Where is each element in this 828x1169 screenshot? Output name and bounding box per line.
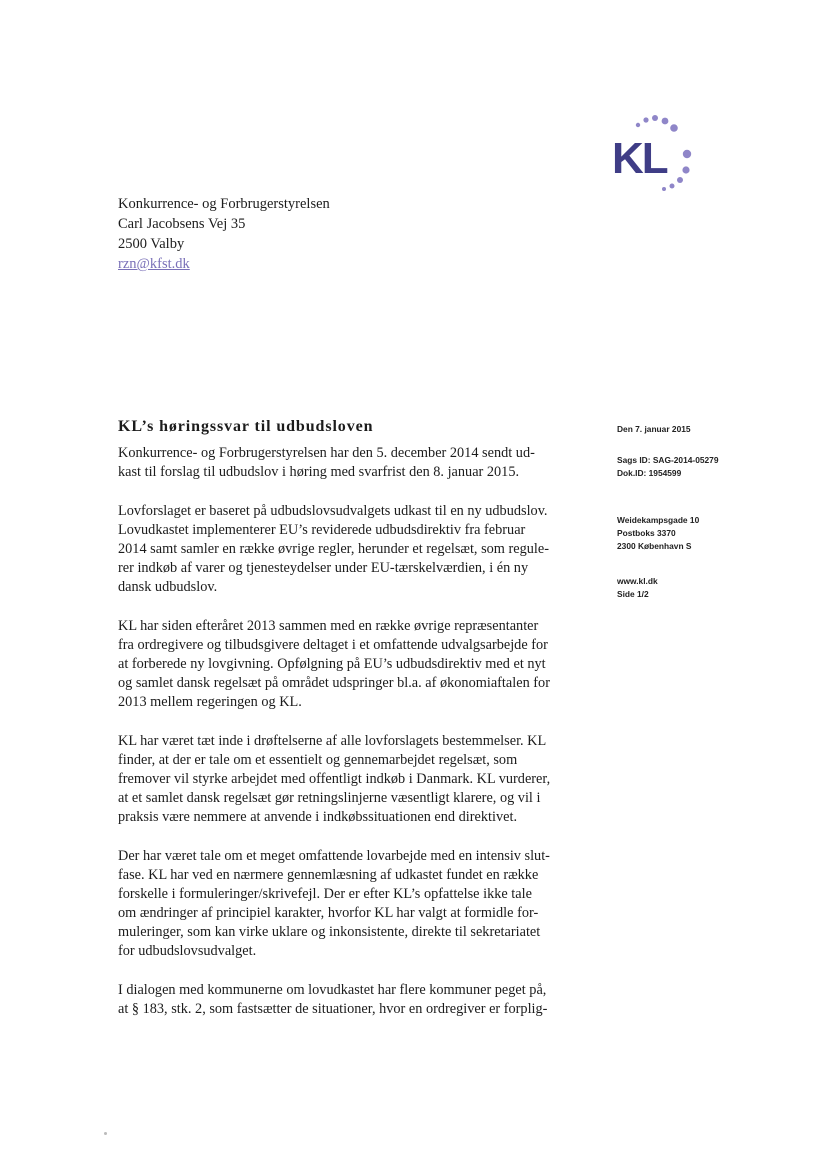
page-number: Side 1/2 bbox=[617, 589, 649, 599]
recipient-email-link[interactable]: rzn@kfst.dk bbox=[118, 256, 190, 272]
document-id: Dok.ID: 1954599 bbox=[617, 468, 682, 478]
body-line: I dialogen med kommunerne om lovudkastet har flere kommuner peget på, bbox=[118, 982, 547, 998]
body-line: Konkurrence- og Forbrugerstyrelsen har den 5. december 2014 sendt ud- bbox=[118, 445, 535, 461]
paragraph bbox=[118, 502, 588, 597]
date-text: Den 7. januar 2015 bbox=[617, 424, 691, 434]
kl-logo bbox=[608, 112, 698, 196]
body-line: Lovudkastet implementerer EU’s reviderede udbudsdirektiv fra februar bbox=[118, 522, 526, 538]
kl-logo-text: KL bbox=[612, 134, 667, 183]
recipient-address bbox=[118, 194, 330, 274]
document-ids bbox=[617, 454, 718, 480]
body-line: fra ordregivere og tilbudsgivere deltaget i et omfattende udvalgsarbejde for bbox=[118, 637, 548, 653]
body-line: at forberede ny lovgivning. Opfølgning på EU’s udbudsdirektiv med et nyt bbox=[118, 656, 546, 672]
body-line: kast til forslag til udbudslov i høring med svarfrist den 8. januar 2015. bbox=[118, 464, 520, 480]
sender-web-and-page bbox=[617, 575, 658, 601]
body-line: at § 183, stk. 2, som fastsætter de situationer, hvor en ordregiver er forplig- bbox=[118, 1001, 548, 1017]
body-line: dansk udbudslov. bbox=[118, 579, 218, 595]
body-line: forskelle i formuleringer/skrivefejl. Der er efter KL’s opfattelse ikke tale bbox=[118, 886, 532, 902]
body-line: og samlet dansk regelsæt på området udspringer bl.a. af økonomiaftalen for bbox=[118, 675, 550, 691]
body-line: Der har været tale om et meget omfattende lovarbejde med en intensiv slut- bbox=[118, 848, 550, 864]
address-line-1: Konkurrence- og Forbrugerstyrelsen bbox=[118, 196, 330, 212]
body-line: KL har været tæt inde i drøftelserne af alle lovforslagets bestemmelser. KL bbox=[118, 733, 547, 749]
body-line: praksis være nemmere at anvende i indkøbssituationen end direktivet. bbox=[118, 809, 518, 825]
sender-street: Weidekampsgade 10 bbox=[617, 515, 700, 525]
body-line: om ændringer af principiel karakter, hvorfor KL har valgt at formidle for- bbox=[118, 905, 539, 921]
sender-city: 2300 København S bbox=[617, 541, 692, 551]
paragraph bbox=[118, 732, 588, 827]
letter-title: KL’s høringssvar til udbudsloven bbox=[118, 418, 374, 435]
body-line: muleringer, som kan virke uklare og inkonsistente, direkte til sekretariatet bbox=[118, 924, 541, 940]
address-line-2: Carl Jacobsens Vej 35 bbox=[118, 216, 246, 232]
address-line-3: 2500 Valby bbox=[118, 236, 185, 252]
body-line: 2013 mellem regeringen og KL. bbox=[118, 694, 302, 710]
paragraph bbox=[118, 847, 588, 961]
body-line: Lovforslaget er baseret på udbudslovsudvalgets udkast til en ny udbudslov. bbox=[118, 503, 548, 519]
paragraph bbox=[118, 617, 588, 712]
paragraph bbox=[118, 444, 588, 482]
body-line: finder, at der er tale om et essentielt og gennemarbejdet regelsæt, som bbox=[118, 752, 518, 768]
sender-address bbox=[617, 514, 699, 553]
letter-date bbox=[617, 423, 691, 436]
body-line: fase. KL har ved en nærmere gennemlæsning af udkastet fundet en række bbox=[118, 867, 539, 883]
sender-postbox: Postboks 3370 bbox=[617, 528, 676, 538]
website-link[interactable]: www.kl.dk bbox=[617, 576, 658, 586]
paragraph bbox=[118, 981, 588, 1019]
case-id: Sags ID: SAG-2014-05279 bbox=[617, 455, 719, 465]
body-line: rer indkøb af varer og tjenesteydelser under EU-tærskelværdien, i én ny bbox=[118, 560, 529, 576]
body-line: at et samlet dansk regelsæt gør retningslinjerne væsentligt klarere, og vil i bbox=[118, 790, 541, 806]
body-line: KL har siden efteråret 2013 sammen med en række øvrige repræsentanter bbox=[118, 618, 539, 634]
body-line: for udbudslovsudvalget. bbox=[118, 943, 257, 959]
scan-speck bbox=[104, 1132, 107, 1135]
letter-body bbox=[118, 444, 588, 1039]
body-line: fremover vil styrke arbejdet med offentligt indkøb i Danmark. KL vurderer, bbox=[118, 771, 551, 787]
body-line: 2014 samt samler en række øvrige regler, herunder et regelsæt, som regule- bbox=[118, 541, 549, 557]
